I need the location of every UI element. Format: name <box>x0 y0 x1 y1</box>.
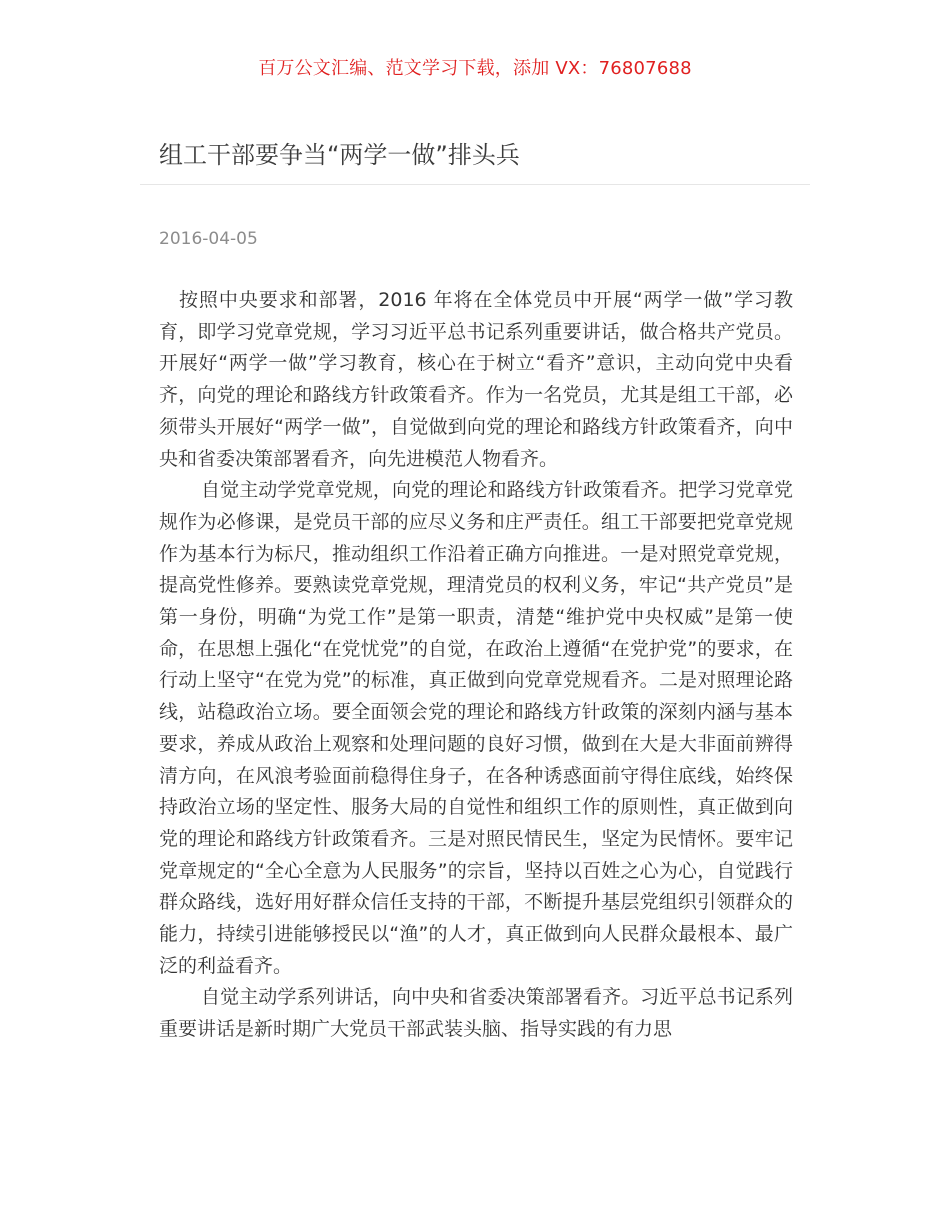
publish-date: 2016-04-05 <box>159 229 258 249</box>
article-title: 组工干部要争当“两学一做”排头兵 <box>159 141 520 169</box>
paragraph-speeches: 自觉主动学系列讲话，向中央和省委决策部署看齐。习近平总书记系列重要讲话是新时期广大党员干部武装头脑、指导实践的有力思 <box>159 986 793 1041</box>
paragraph-party-rules: 自觉主动学党章党规，向党的理论和路线方针政策看齐。把学习党章党规作为必修课，是党员干部的应尽义务和庄严责任。组工干部要把党章党规作为基本行为标尺，推动组织工作沿着正确方向推进。一是对照党章党规，提高党性修养。要熟读党章党规，理清党员的权利义务，牢记“共产党员”是第一身份，明确“为党工作”是第一职责，清楚“维护党中央权威”是第一使命，在思想上强化“在党忧党”的自觉，在政治上遵循“在党护党”的要求，在行动上坚守“在党为党”的标准，真正做到向党章党规看齐。二是对照理论路线，站稳政治立场。要全面领会党的理论和路线方针政策的深刻内涵与基本要求，养成从政治上观察和处理问题的良好习惯，做到在大是大非面前辨得清方向，在风浪考验面前稳得住身子，在各种诱惑面前守得住底线，始终保持政治立场的坚定性、服务大局的自觉性和组织工作的原则性，真正做到向党的理论和路线方针政策看齐。三是对照民情民生，坚定为民情怀。要牢记党章规定的“全心全意为人民服务”的宗旨，坚持以百姓之心为心，自觉践行群众路线，选好用好群众信任支持的干部，不断提升基层党组织引领群众的能力，持续引进能够授民以“渔”的人才，真正做到向人民群众最根本、最广泛的利益看齐。 <box>159 479 793 977</box>
promo-banner: 百万公文汇编、范文学习下载，添加 VX：76807688 <box>258 58 692 79</box>
article-body <box>159 285 793 1046</box>
paragraph-intro: 按照中央要求和部署，2016 年将在全体党员中开展“两学一做”学习教育，即学习党章党规，学习习近平总书记系列重要讲话，做合格共产党员。开展好“两学一做”学习教育，核心在于树立“看齐”意识，主动向党中央看齐，向党的理论和路线方针政策看齐。作为一名党员，尤其是组工干部，必须带头开展好“两学一做”，自觉做到向党的理论和路线方针政策看齐，向中央和省委决策部署看齐，向先进模范人物看齐。 <box>159 289 793 470</box>
title-divider <box>140 184 810 185</box>
